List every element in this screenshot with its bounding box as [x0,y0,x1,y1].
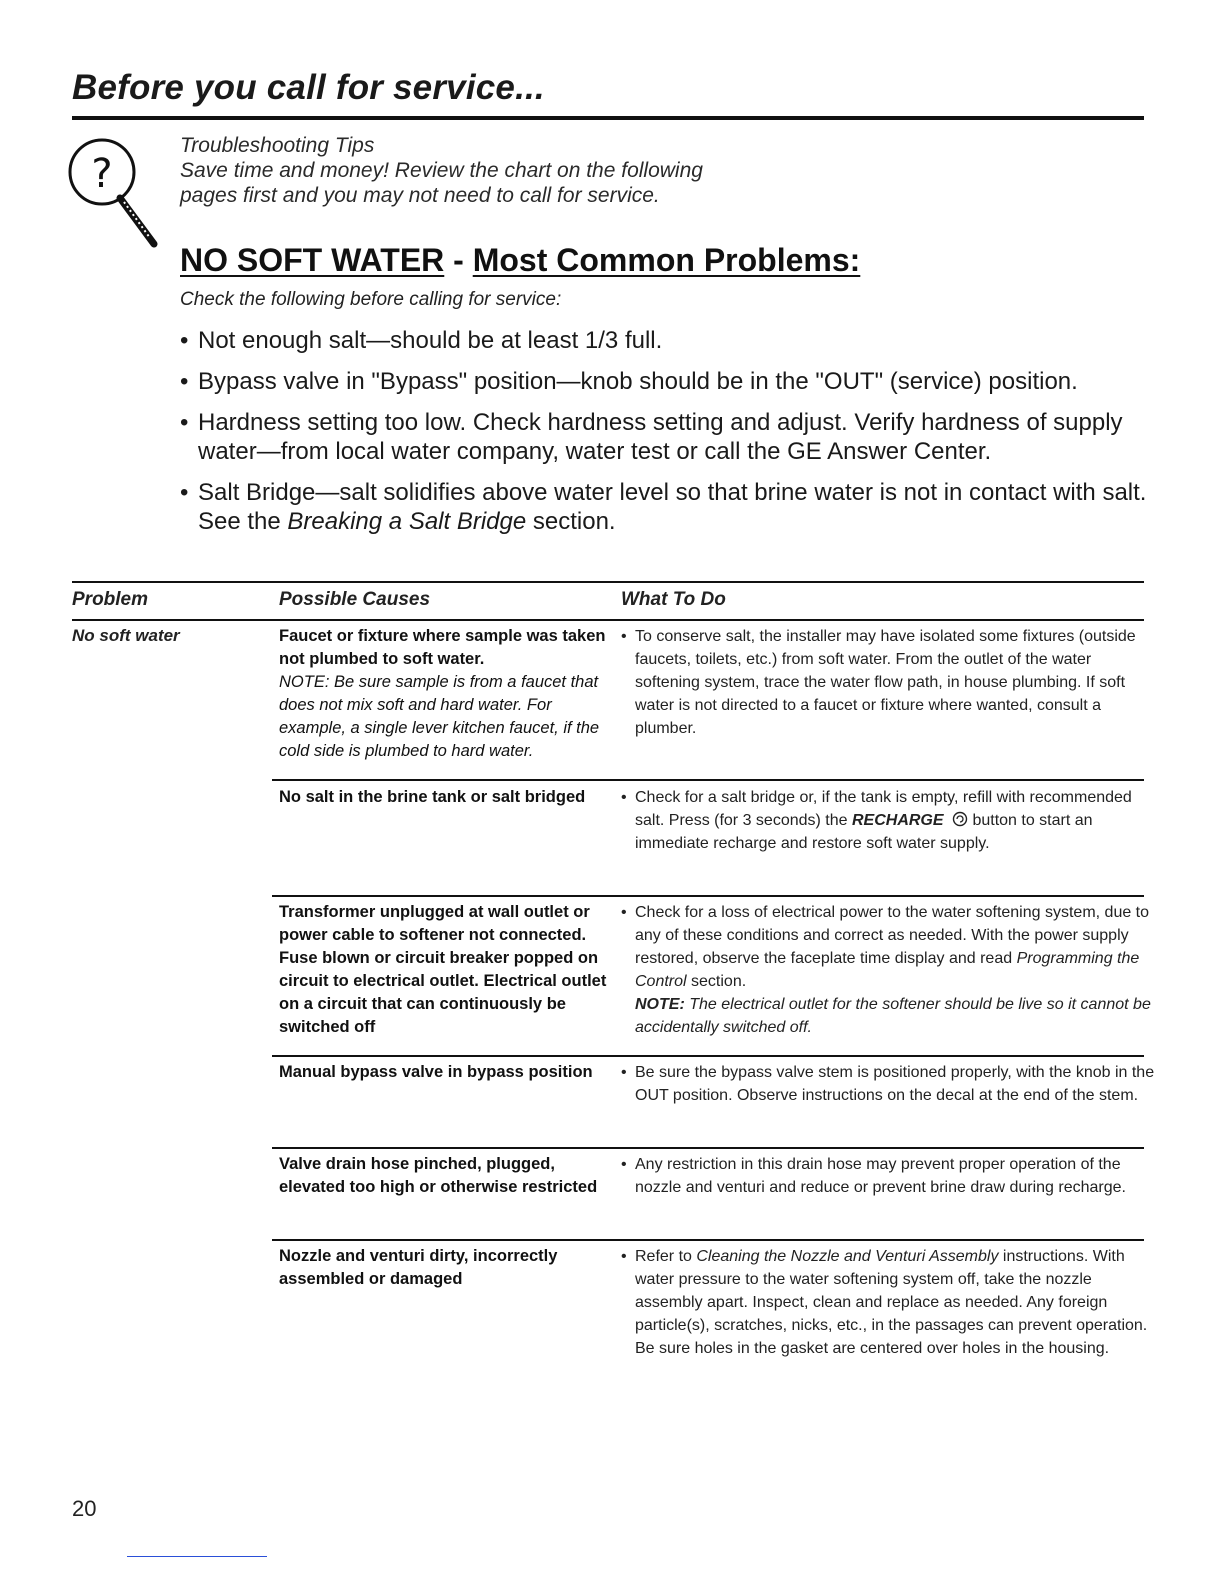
list-item-text: Salt Bridge—salt solidifies above water level so that brine water is not in contact with salt. See the [198,479,1147,535]
todo-emphasis: Cleaning the Nozzle and Venturi Assembly [696,1248,999,1265]
todo-note-label: NOTE: [635,996,685,1013]
bullet: • [180,368,189,395]
check-intro: Check the following before calling for service: [180,289,562,310]
todo-text: To conserve salt, the installer may have isolated some fixtures (outside faucets, toilets, etc.) from soft water. From the outlet of the water softening system, trace the water flow path, in house plumbing. If soft water is not directed to a faucet or fixture where wanted, consult a plumber. [635,628,1136,737]
common-problems-heading [180,242,860,279]
heading-dash: - [444,242,473,278]
problem-no-soft-water: No soft water [72,626,180,645]
todo-cell [621,625,1155,740]
table-header-rule [72,619,1144,621]
todo-text: section. [686,973,747,990]
header-problem: Problem [72,589,149,610]
todo-cell [621,786,1155,855]
bullet: • [621,1248,627,1265]
list-item-text: Hardness setting too low. Check hardness setting and adjust. Verify hardness of supply water—from local water company, water test or call the GE Answer Center. [198,409,1123,465]
todo-text: Check for a loss of electrical power to the water softening system, due to any of these conditions and correct as needed. With the power supply restored, observe the faceplate time display and read [635,904,1150,967]
todo-text: Check for a salt bridge or, if the tank is empty, refill with recommended salt. Press (for 3 seconds) the [635,789,1132,829]
list-item [180,326,1150,355]
list-item-text: Not enough salt—should be at least 1/3 full. [198,327,663,354]
cause-text: Transformer unplugged at wall outlet or power cable to softener not connected. Fuse blown or circuit breaker popped on circuit to electrical outlet. Electrical outlet on a circuit that can continuously be switched off [279,903,607,1036]
common-problems-list [180,326,1150,548]
table-top-rule [72,581,1144,583]
todo-cell [621,1245,1155,1360]
cause-cell [279,1153,614,1199]
row-divider [272,1055,1144,1057]
cause-cell [279,625,614,763]
tips-line: Save time and money! Review the chart on the following [180,159,703,182]
row-divider [272,895,1144,897]
todo-text: Refer to [635,1248,697,1265]
todo-emphasis: Programming the Control [635,950,1140,990]
recharge-key: RECHARGE [851,812,944,829]
list-item-emphasis: Breaking a Salt Bridge [287,508,527,535]
todo-text: button to start an immediate recharge and restore soft water supply. [635,812,1093,852]
list-item [180,367,1150,396]
todo-text: Be sure the bypass valve stem is positioned properly, with the knob in the OUT position. Observe instructions on the decal at the end of the stem. [635,1064,1155,1104]
cause-cell [279,1061,614,1084]
cause-text: No salt in the brine tank or salt bridged [279,788,586,806]
todo-cell [621,901,1155,1039]
header-what-to-do: What To Do [621,589,726,610]
tips-line: pages first and you may not need to call for service. [180,184,660,207]
todo-cell [621,1061,1155,1107]
bullet: • [180,327,189,354]
todo-text: instructions. With water pressure to the water softening system off, take the nozzle assembly apart. Inspect, clean and replace as needed. Any foreign particle(s), scratches, nicks, etc., in the passages can prevent operation. Be sure holes in the gasket are centered over holes in the housing. [635,1248,1148,1357]
row-divider [272,1147,1144,1149]
footer-rule [127,1556,267,1557]
troubleshooting-tips [180,133,703,208]
question-magnifier-icon [58,132,168,250]
cause-text: Nozzle and venturi dirty, incorrectly assembled or damaged [279,1247,558,1288]
bullet: • [180,479,189,506]
heading-most-common: Most Common Problems: [472,242,861,278]
cause-cell [279,786,614,809]
list-item-text: section. [526,508,616,535]
cause-note: NOTE: Be sure sample is from a faucet that does not mix soft and hard water. For example, a single lever kitchen faucet, if the cold side is plumbed to hard water. [279,673,600,760]
bullet: • [180,409,189,436]
bullet: • [621,1156,627,1173]
bullet: • [621,1064,627,1081]
list-item [180,478,1150,536]
todo-cell [621,1153,1155,1199]
cause-text: Faucet or fixture where sample was taken not plumbed to soft water. [279,627,606,668]
row-divider [272,1239,1144,1241]
header-possible-causes: Possible Causes [279,589,431,610]
todo-text: Any restriction in this drain hose may prevent proper operation of the nozzle and venturi and reduce or prevent brine draw during recharge. [635,1156,1126,1196]
bullet: • [621,628,627,645]
cause-text: Valve drain hose pinched, plugged, elevated too high or otherwise restricted [279,1155,598,1196]
todo-note: The electrical outlet for the softener should be live so it cannot be accidentally switched off. [635,996,1151,1036]
list-item-text: Bypass valve in "Bypass" position—knob should be in the "OUT" (service) position. [198,368,1078,395]
row-divider [272,779,1144,781]
heading-no-soft-water: NO SOFT WATER [180,242,445,278]
cause-cell [279,901,614,1039]
svg-text:?: ? [91,151,113,197]
list-item [180,408,1150,466]
bullet: • [621,904,627,921]
title-rule [72,116,1144,120]
cause-text: Manual bypass valve in bypass position [279,1063,593,1081]
page-number: 20 [72,1496,97,1521]
bullet: • [621,789,627,806]
recharge-icon [952,811,968,827]
tips-title: Troubleshooting Tips [180,134,375,157]
page-title: Before you call for service... [72,68,545,107]
cause-cell [279,1245,614,1291]
